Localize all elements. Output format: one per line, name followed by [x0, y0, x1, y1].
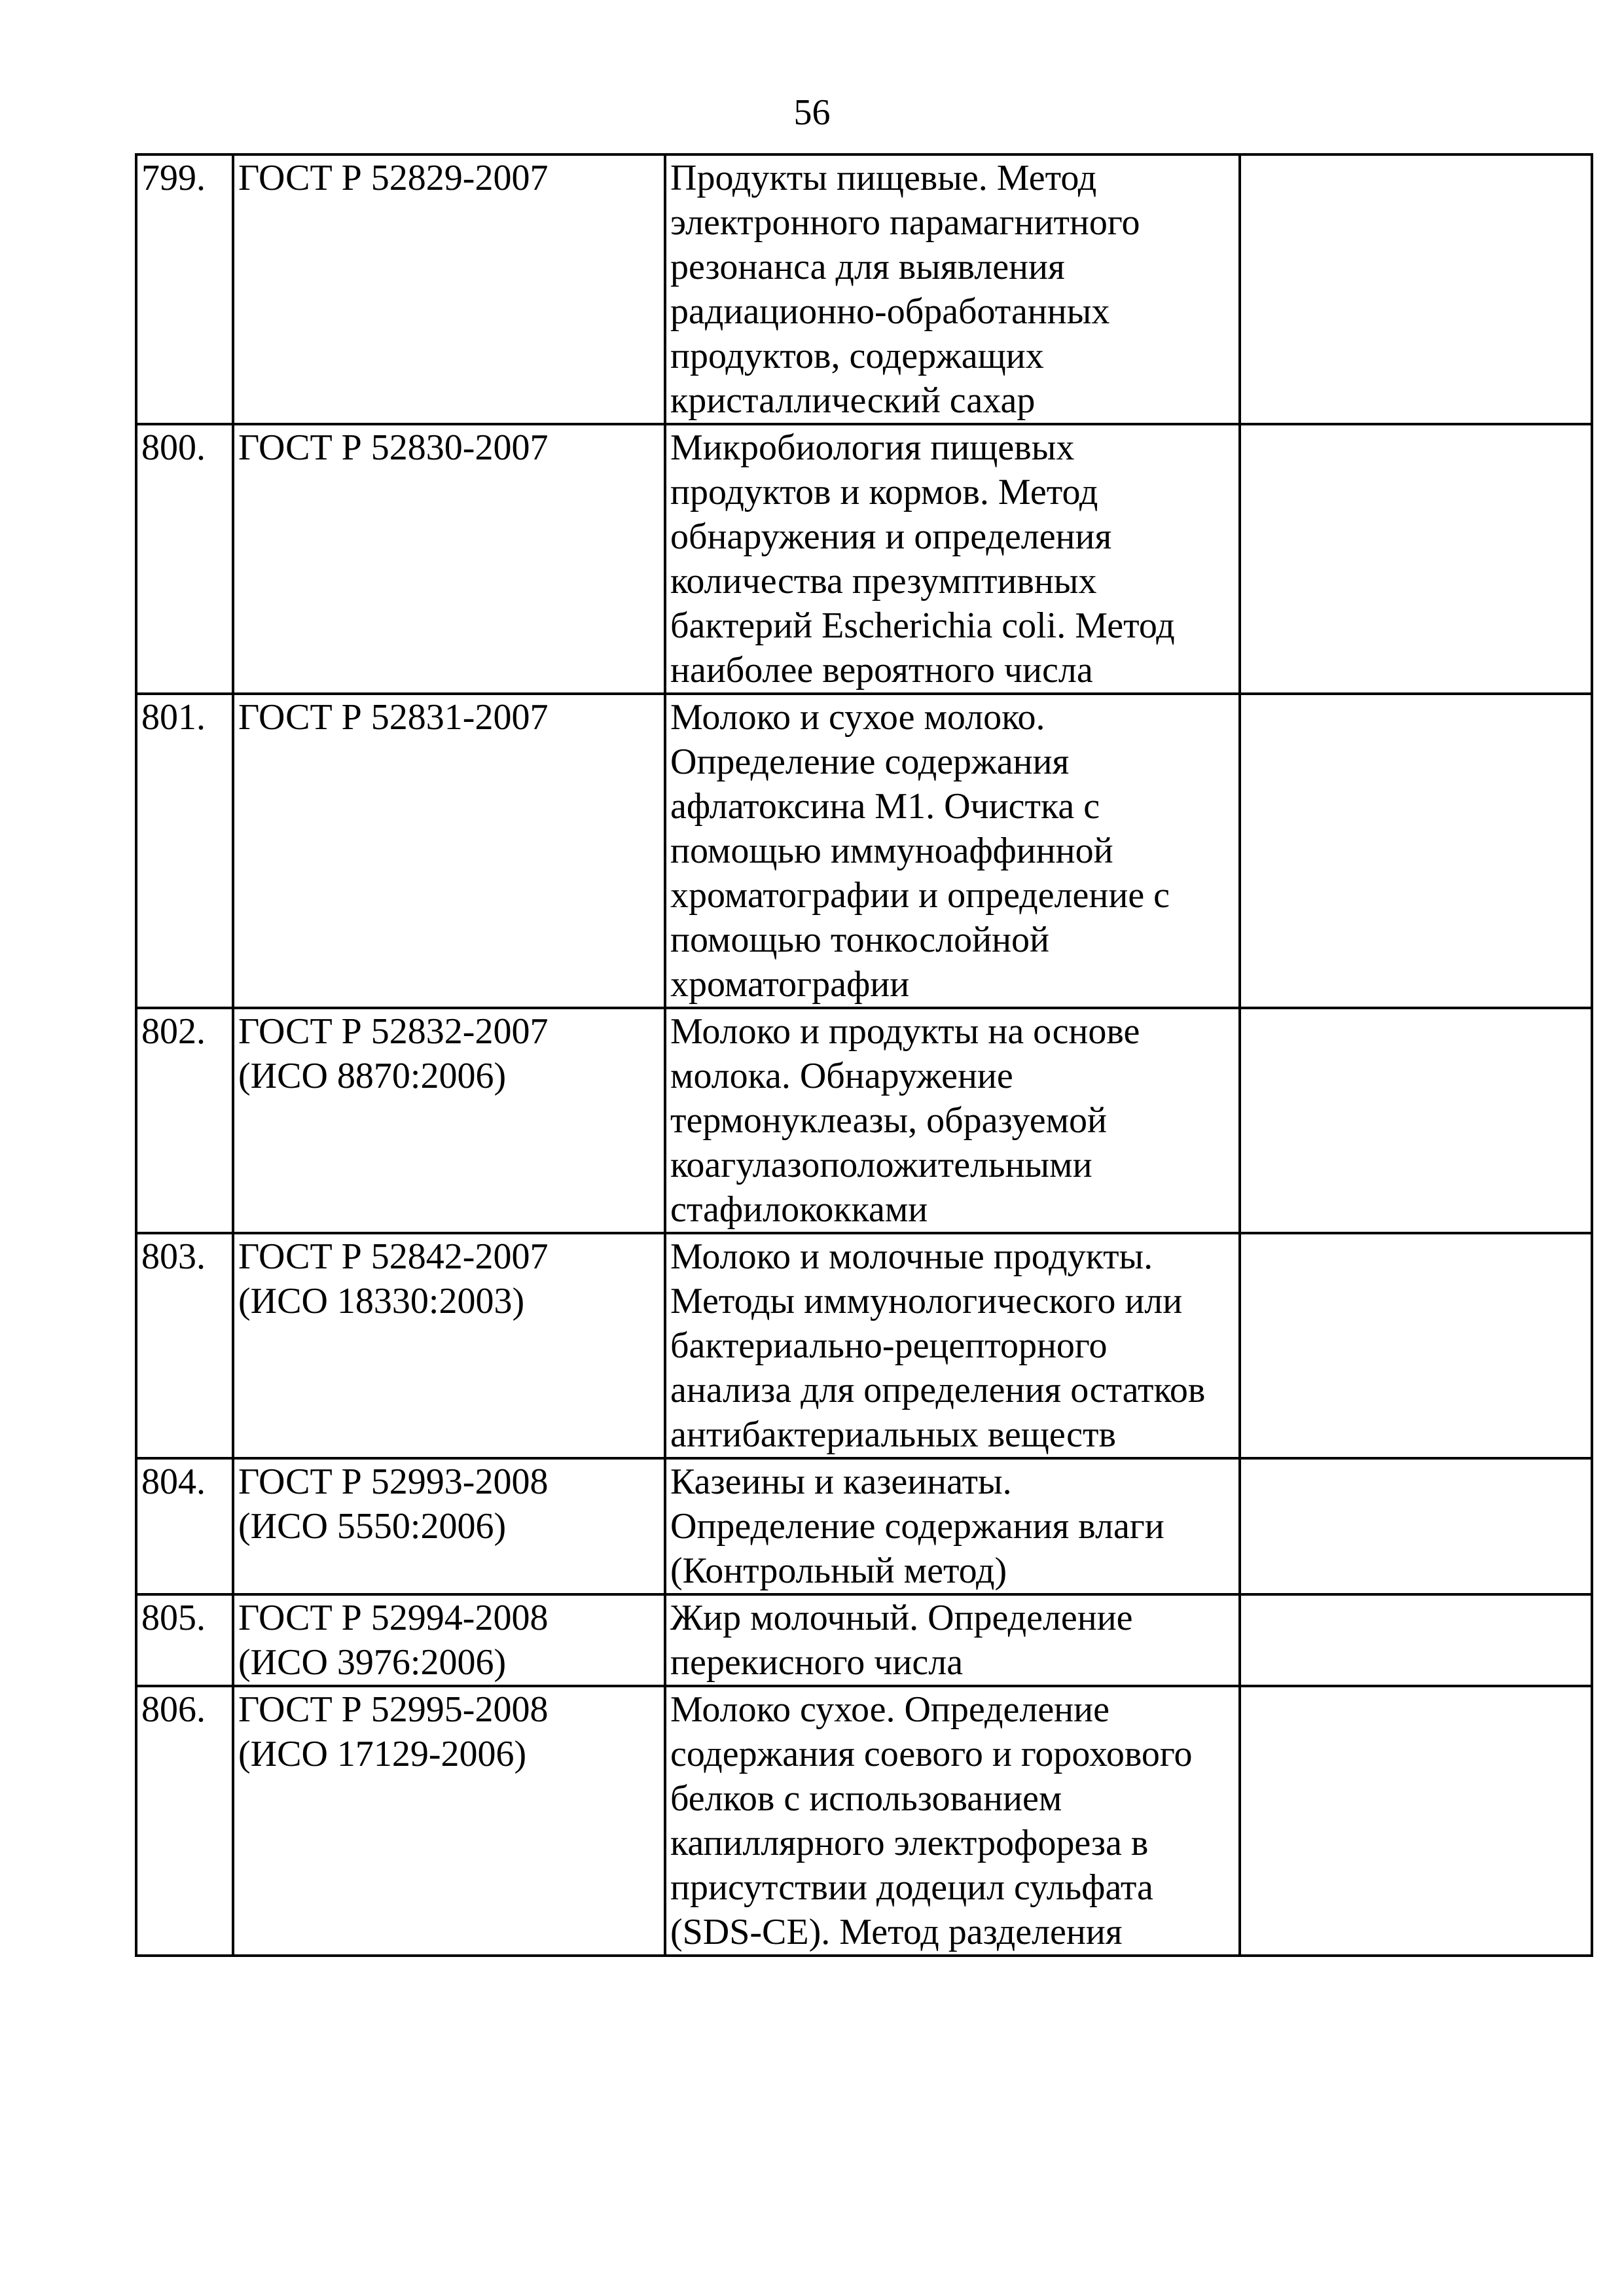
- row-number-cell: 803.: [136, 1233, 233, 1458]
- standard-code-cell: ГОСТ Р 52993-2008 (ИСО 5550:2006): [233, 1458, 665, 1594]
- table-row: [136, 1008, 1592, 1233]
- row-number-cell: 806.: [136, 1686, 233, 1956]
- standard-title-cell: Молоко и молочные продукты. Методы иммунологического или бактериально-рецепторного анализа для определения остатков антибактериальных веществ: [665, 1233, 1240, 1458]
- standard-title-cell: Жир молочный. Определение перекисного числа: [665, 1594, 1240, 1686]
- row-number-cell: 801.: [136, 694, 233, 1008]
- standards-table: [135, 153, 1593, 1957]
- note-cell: [1240, 1458, 1592, 1594]
- row-number-cell: 805.: [136, 1594, 233, 1686]
- standard-title-cell: Молоко сухое. Определение содержания соевого и горохового белков с использованием капиллярного электрофореза в присутствии додецил сульфата (SDS-CE). Метод разделения: [665, 1686, 1240, 1956]
- standard-title-cell: Микробиология пищевых продуктов и кормов. Метод обнаружения и определения количества презумптивных бактерий Escherichia coli. Метод наиболее вероятного числа: [665, 424, 1240, 694]
- standard-code-cell: ГОСТ Р 52830-2007: [233, 424, 665, 694]
- note-cell: [1240, 154, 1592, 424]
- row-number-cell: 800.: [136, 424, 233, 694]
- note-cell: [1240, 694, 1592, 1008]
- table-row: [136, 1458, 1592, 1594]
- standard-code-cell: ГОСТ Р 52832-2007 (ИСО 8870:2006): [233, 1008, 665, 1233]
- note-cell: [1240, 1233, 1592, 1458]
- note-cell: [1240, 1008, 1592, 1233]
- standard-code-cell: ГОСТ Р 52995-2008 (ИСО 17129-2006): [233, 1686, 665, 1956]
- standard-title-cell: Казеины и казеинаты. Определение содержания влаги (Контрольный метод): [665, 1458, 1240, 1594]
- row-number-cell: 802.: [136, 1008, 233, 1233]
- table-row: [136, 1686, 1592, 1956]
- table-row: [136, 154, 1592, 424]
- table-row: [136, 1594, 1592, 1686]
- page-number: 56: [793, 92, 831, 133]
- note-cell: [1240, 424, 1592, 694]
- standard-code-cell: ГОСТ Р 52842-2007 (ИСО 18330:2003): [233, 1233, 665, 1458]
- table-row: [136, 694, 1592, 1008]
- note-cell: [1240, 1594, 1592, 1686]
- standard-code-cell: ГОСТ Р 52829-2007: [233, 154, 665, 424]
- standard-code-cell: ГОСТ Р 52994-2008 (ИСО 3976:2006): [233, 1594, 665, 1686]
- table-row: [136, 1233, 1592, 1458]
- standard-code-cell: ГОСТ Р 52831-2007: [233, 694, 665, 1008]
- note-cell: [1240, 1686, 1592, 1956]
- row-number-cell: 804.: [136, 1458, 233, 1594]
- standard-title-cell: Продукты пищевые. Метод электронного парамагнитного резонанса для выявления радиационно-обработанных продуктов, содержащих кристаллический сахар: [665, 154, 1240, 424]
- table-row: [136, 424, 1592, 694]
- row-number-cell: 799.: [136, 154, 233, 424]
- standard-title-cell: Молоко и сухое молоко. Определение содержания афлатоксина М1. Очистка с помощью иммуноаффинной хроматографии и определение с помощью тонкослойной хроматографии: [665, 694, 1240, 1008]
- standard-title-cell: Молоко и продукты на основе молока. Обнаружение термонуклеазы, образуемой коагулазоположительными стафилококками: [665, 1008, 1240, 1233]
